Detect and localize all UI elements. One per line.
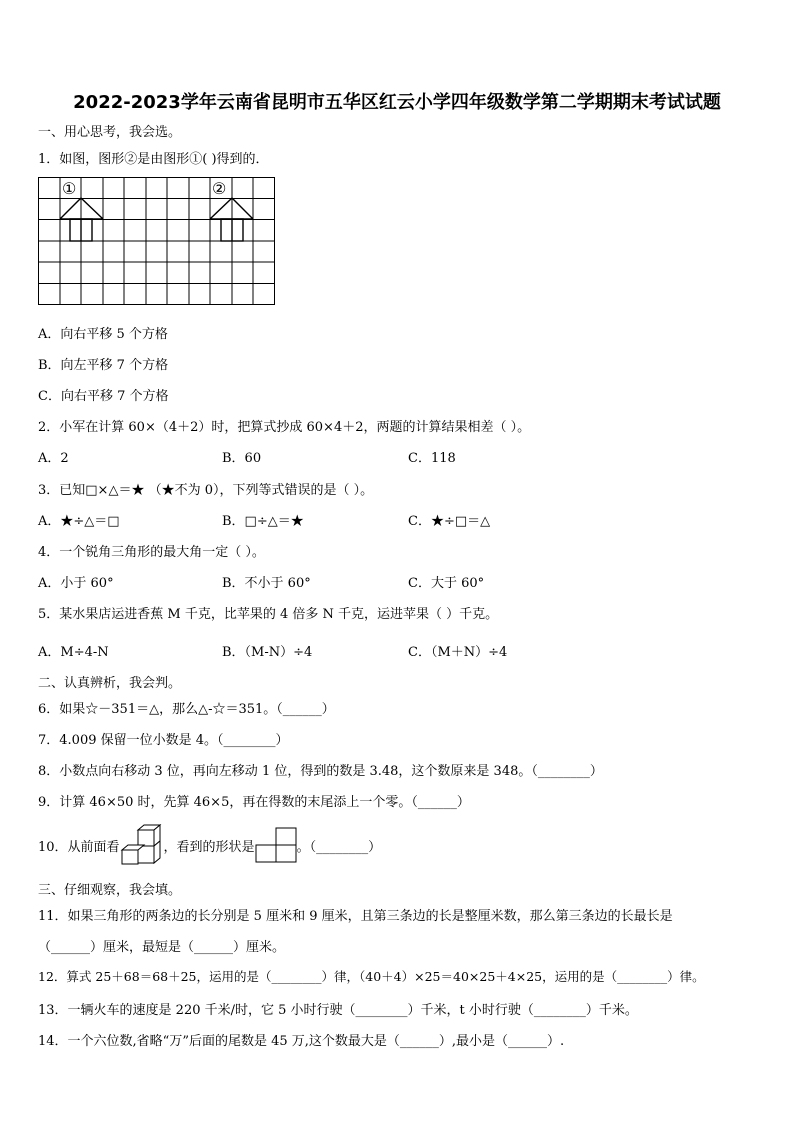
q5-option-b: B．（M-N）÷4	[222, 645, 313, 660]
q10-row	[38, 823, 381, 867]
q1-option-c: C．向右平移 7 个方格	[38, 389, 169, 404]
q1-grid-figure	[38, 177, 278, 307]
q7-stem: 7．4.009 保留一位小数是 4。（________）	[38, 733, 289, 748]
q1-stem: 1．如图，图形②是由图形①( )得到的．	[38, 152, 269, 167]
q11-line1: 11．如果三角形的两条边的长分别是 5 厘米和 9 厘米，且第三条边的长是整厘米数，那么第三条边的长最长是	[38, 909, 673, 924]
q3-option-a: A．★÷△＝□	[38, 514, 120, 529]
q1-option-b: B．向左平移 7 个方格	[38, 358, 169, 373]
q5-stem: 5．某水果店运进香蕉 M 千克，比苹果的 4 倍多 N 千克，运进苹果（ ）千克。	[38, 607, 499, 622]
shape-2-label: ②	[212, 179, 227, 198]
q13-stem: 13．一辆火车的速度是 220 千米/时，它 5 小时行驶（________）千米，t 小时行驶（________）千米。	[38, 1003, 638, 1018]
q3-stem: 3．已知□×△＝★ （★不为 0），下列等式错误的是（ ）。	[38, 483, 374, 498]
q14-stem: 14．一个六位数,省略“万”后面的尾数是 45 万,这个数最大是（______）,最小是（______）.	[38, 1034, 565, 1049]
q6-stem: 6．如果☆－351＝△，那么△-☆＝351。（______）	[38, 702, 335, 717]
q2-option-a: A．2	[38, 451, 69, 466]
shape-1-label: ①	[62, 179, 77, 198]
q5-option-a: A．M÷4-N	[38, 645, 109, 660]
q5-option-c: C．（M＋N）÷4	[408, 645, 508, 660]
cube-stack-figure	[120, 824, 164, 866]
q4-stem: 4．一个锐角三角形的最大角一定（ ）。	[38, 545, 265, 560]
section-1-heading: 一、用心思考，我会选。	[38, 125, 182, 140]
q11-line2: （______）厘米，最短是（______）厘米。	[38, 940, 286, 955]
q3-option-b: B．□÷△＝★	[222, 514, 304, 529]
q2-option-b: B．60	[222, 451, 262, 466]
q10-part2: ，看到的形状是	[163, 839, 255, 855]
section-3-heading: 三、仔细观察，我会填。	[38, 883, 182, 898]
q8-stem: 8．小数点向右移动 3 位，再向左移动 1 位，得到的数是 3.48，这个数原来是 348。（________）	[38, 764, 603, 779]
q4-option-a: A．小于 60°	[38, 576, 114, 591]
front-view-shape	[255, 827, 297, 863]
q2-option-c: C．118	[408, 451, 456, 466]
q9-stem: 9．计算 46×50 时，先算 46×5，再在得数的末尾添上一个零。（______）	[38, 795, 470, 810]
q1-option-a: A．向右平移 5 个方格	[38, 327, 168, 342]
q2-stem: 2．小军在计算 60×（4＋2）时，把算式抄成 60×4＋2，两题的计算结果相差（ ）。	[38, 420, 531, 435]
q10-part1: 10．从前面看	[38, 839, 120, 855]
q4-option-b: B．不小于 60°	[222, 576, 311, 591]
q10-part3: 。（________）	[296, 839, 382, 855]
q4-option-c: C．大于 60°	[408, 576, 485, 591]
section-2-heading: 二、认真辨析，我会判。	[38, 676, 182, 691]
page-title: 2022-2023学年云南省昆明市五华区红云小学四年级数学第二学期期末考试试题	[73, 92, 721, 113]
q3-option-c: C．★÷□＝△	[408, 514, 491, 529]
q12-stem: 12．算式 25＋68＝68＋25，运用的是（________）律，（40＋4）×25＝40×25＋4×25，运用的是（________）律。	[38, 969, 705, 984]
